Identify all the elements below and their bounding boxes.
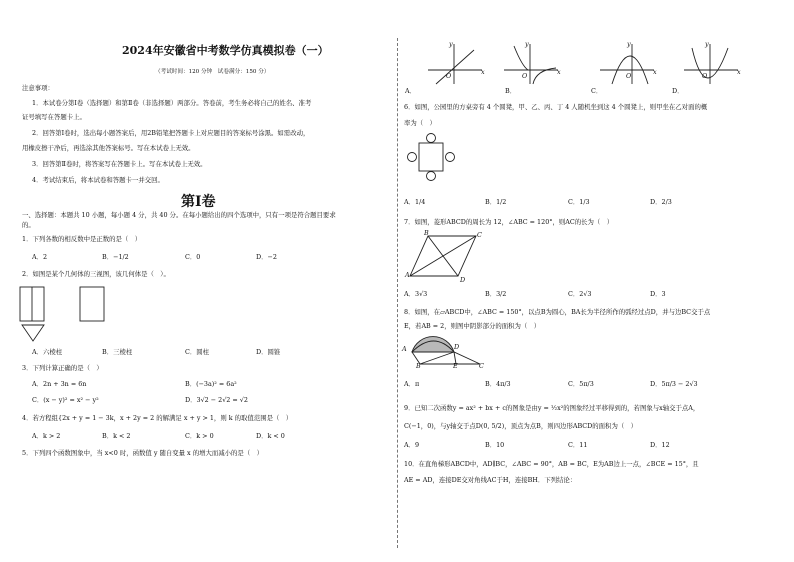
section-intro: 一、选择题：本题共 10 小题，每小题 4 分，共 40 分。在每小题给出的四个选项中，只有一项是符合题目要求 bbox=[22, 211, 336, 219]
notice-line: 3．回答第Ⅱ卷时，将答案写在答题卡上。写在本试卷上无效。 bbox=[32, 160, 207, 168]
option: D． bbox=[672, 87, 684, 95]
axis-label: x bbox=[557, 68, 561, 76]
option: A．π bbox=[404, 380, 420, 388]
rhombus-figure bbox=[404, 230, 484, 282]
vertex-label: D bbox=[454, 343, 460, 351]
option: B． bbox=[505, 87, 517, 95]
question-stem: 10．在直角梯形ABCD中，AD∥BC，∠ABC = 90°，AB = BC，E为AB边上一点，∠BCE = 15°，且 bbox=[404, 460, 699, 468]
option: A． bbox=[405, 87, 417, 95]
option: D．圆锥 bbox=[256, 348, 281, 356]
vertex-label: B bbox=[416, 362, 421, 370]
option: C．11 bbox=[568, 441, 588, 449]
option: B．k < 2 bbox=[102, 432, 131, 440]
option: A．3√3 bbox=[404, 290, 428, 298]
option: C．(x − y)² = x² − y² bbox=[32, 396, 99, 404]
axis-label: y bbox=[525, 40, 529, 48]
question-stem: 9．已知二次函数y = ax² + bx + c的图象是由y = ½x²的图象经过平移得到的，若图象与x轴交于点A， bbox=[404, 404, 700, 412]
option: C．2√3 bbox=[568, 290, 592, 298]
option: A．1/4 bbox=[404, 198, 426, 206]
option: B．4π/3 bbox=[485, 380, 511, 388]
exam-info: （考试时间：120 分钟 试卷满分：150 分） bbox=[155, 69, 270, 75]
question-stem: 1．下列各数的相反数中是正数的是（ ） bbox=[22, 235, 142, 243]
question-stem: 5．下列四个函数图象中，当 x<0 时，函数值 y 随自变量 x 的增大而减小的是（ ） bbox=[22, 449, 263, 457]
option: A．2 bbox=[32, 253, 48, 261]
axis-label: y bbox=[449, 40, 453, 48]
vertex-label: C bbox=[477, 231, 482, 239]
graph-option-d bbox=[680, 40, 746, 86]
option: A．9 bbox=[404, 441, 420, 449]
notice-line: 2．回答第Ⅰ卷时，选出每小题答案后，用2B铅笔把答题卡上对应题目的答案标号涂黑。如需改动， bbox=[32, 129, 310, 137]
vertex-label: C bbox=[479, 362, 484, 370]
option: C． bbox=[591, 87, 603, 95]
question-stem: 7．如图，菱形ABCD的周长为 12，∠ABC = 120°，则AC的长为（ ） bbox=[404, 218, 614, 226]
section-title: 第Ⅰ卷 bbox=[181, 194, 216, 210]
table-stools-figure bbox=[403, 133, 459, 189]
axis-label: y bbox=[705, 40, 709, 48]
axis-label: y bbox=[627, 40, 631, 48]
origin-label: O bbox=[522, 72, 528, 80]
question-stem: AE = AD，连接DE交对角线AC于H，连接BH．下列结论： bbox=[404, 476, 577, 484]
vertex-label: A bbox=[402, 345, 407, 353]
vertex-label: E bbox=[453, 362, 458, 370]
notice-heading: 注意事项： bbox=[22, 84, 54, 92]
origin-label: O bbox=[626, 72, 632, 80]
option: A．2n + 3n = 6n bbox=[32, 380, 87, 388]
option: B．(−3a)² = 6a² bbox=[185, 380, 237, 388]
option: D．−2 bbox=[256, 253, 277, 261]
question-stem: 率为（ ） bbox=[404, 119, 436, 127]
notice-line: 证号填写在答题卡上。 bbox=[22, 113, 86, 121]
notice-line: 4．考试结束后，将本试卷和答题卡一并交回。 bbox=[32, 176, 164, 184]
question-stem: 3．下列计算正确的是（ ） bbox=[22, 364, 103, 372]
vertex-label: B bbox=[424, 229, 429, 237]
vertex-label: D bbox=[460, 276, 466, 284]
option: D．2/3 bbox=[650, 198, 672, 206]
option: C．5π/3 bbox=[568, 380, 594, 388]
option: A．k > 2 bbox=[32, 432, 61, 440]
section-intro: 的。 bbox=[22, 221, 35, 229]
question-stem: 4．若方程组{2x + y = 1 − 3k，x + 2y = 2 的解满足 x + y > 1，则 k 的取值范围是（ ） bbox=[22, 414, 293, 422]
option: C．1/3 bbox=[568, 198, 590, 206]
vertex-label: A bbox=[405, 271, 410, 279]
option: B．−1/2 bbox=[102, 253, 129, 261]
option: B．三棱柱 bbox=[102, 348, 133, 356]
origin-label: O bbox=[702, 72, 708, 80]
graph-option-b bbox=[500, 40, 566, 86]
notice-line: 1．本试卷分第Ⅰ卷（选择题）和第Ⅱ卷（非选择题）两部分。答卷前，考生务必将自己的姓名、准考 bbox=[32, 99, 312, 107]
notice-line: 用橡皮擦干净后，再选涂其他答案标号。写在本试卷上无效。 bbox=[22, 144, 195, 152]
question-stem: 2．如图是某个几何体的三视图，该几何体是（ ）。 bbox=[22, 270, 170, 278]
option: D．5π/3 − 2√3 bbox=[650, 380, 698, 388]
option: D．12 bbox=[650, 441, 670, 449]
axis-label: x bbox=[737, 68, 741, 76]
option: C．k > 0 bbox=[185, 432, 214, 440]
column-divider bbox=[397, 38, 398, 548]
axis-label: x bbox=[653, 68, 657, 76]
option: A．六棱柱 bbox=[32, 348, 63, 356]
option: C．0 bbox=[185, 253, 201, 261]
three-view-figure bbox=[20, 285, 110, 343]
option: B．1/2 bbox=[485, 198, 507, 206]
origin-label: O bbox=[446, 72, 452, 80]
option: D．3 bbox=[650, 290, 666, 298]
graph-option-a bbox=[424, 40, 490, 86]
option: C．圆柱 bbox=[185, 348, 210, 356]
question-stem: 6．如图，公园里的方桌旁有 4 个圆凳，甲、乙、丙、丁 4 人随机坐到这 4 个圆凳上，则甲坐在乙对面的概 bbox=[404, 103, 708, 111]
option: D．k < 0 bbox=[256, 432, 285, 440]
axis-label: x bbox=[481, 68, 485, 76]
option: B．3/2 bbox=[485, 290, 507, 298]
question-stem: E，若AB = 2，则图中阴影部分的面积为（ ） bbox=[404, 322, 541, 330]
option: D．3√2 − 2√2 = √2 bbox=[185, 396, 248, 404]
option: B．10 bbox=[485, 441, 505, 449]
page-title: 2024年安徽省中考数学仿真模拟卷（一） bbox=[122, 44, 329, 57]
question-stem: C(−1，0)，与y轴交于点D(0, 5/2)，顶点为点B，则四边形ABCD的面积为（ ） bbox=[404, 422, 638, 430]
question-stem: 8．如图，在▱ABCD中，∠ABC = 150°，以点B为圆心，BA长为半径所作的弧经过点D，并与边BC交于点 bbox=[404, 308, 711, 316]
